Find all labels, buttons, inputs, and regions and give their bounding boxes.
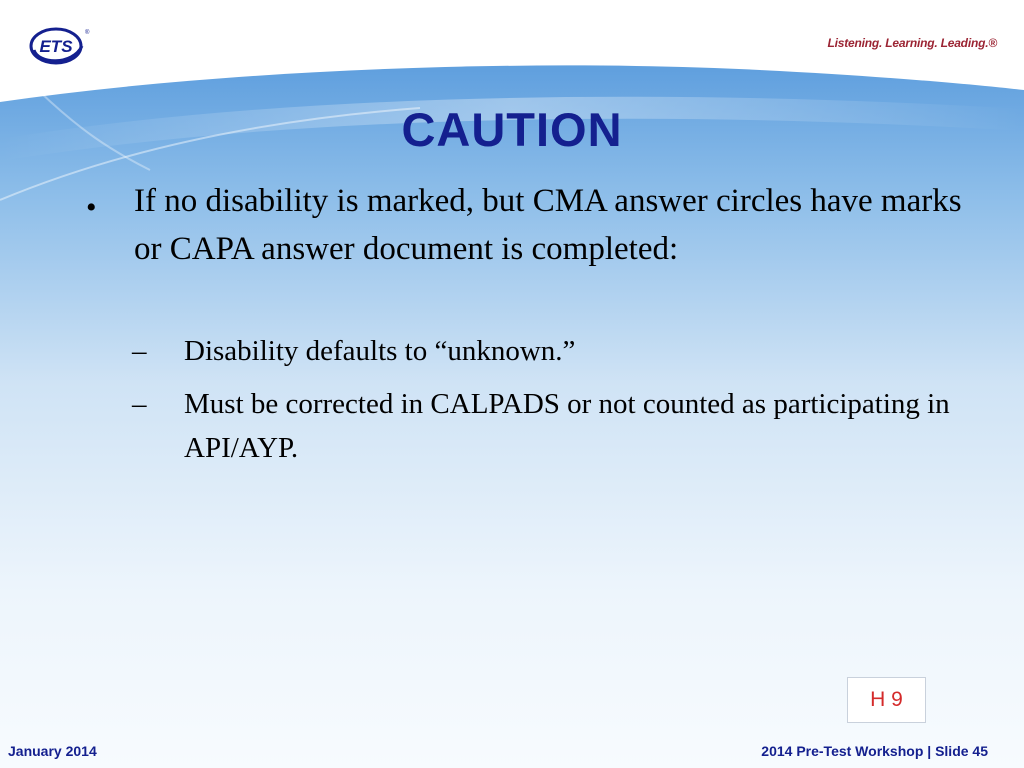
bullet-marker: • [86,191,97,224]
slide-tag: H 9 [847,677,926,723]
ets-logo [28,20,90,70]
subpoint-marker: – [132,388,147,420]
bullet-text: If no disability is marked, but CMA answer circles have marks or CAPA answer document is completed: [134,183,962,267]
subpoint-text: Disability defaults to “unknown.” [184,335,576,367]
slide-title: CAUTION [401,103,623,156]
svg-text:®: ® [85,30,90,36]
footer-date: January 2014 [8,743,97,759]
logo-text: ETS [39,37,73,56]
subpoint-text: Must be corrected in CALPADS or not counted as participating in API/AYP. [184,388,950,464]
footer-slide-info: 2014 Pre-Test Workshop | Slide 45 [761,743,988,759]
tagline: Listening. Learning. Leading.® [827,36,997,50]
subpoint-marker: – [132,335,147,367]
